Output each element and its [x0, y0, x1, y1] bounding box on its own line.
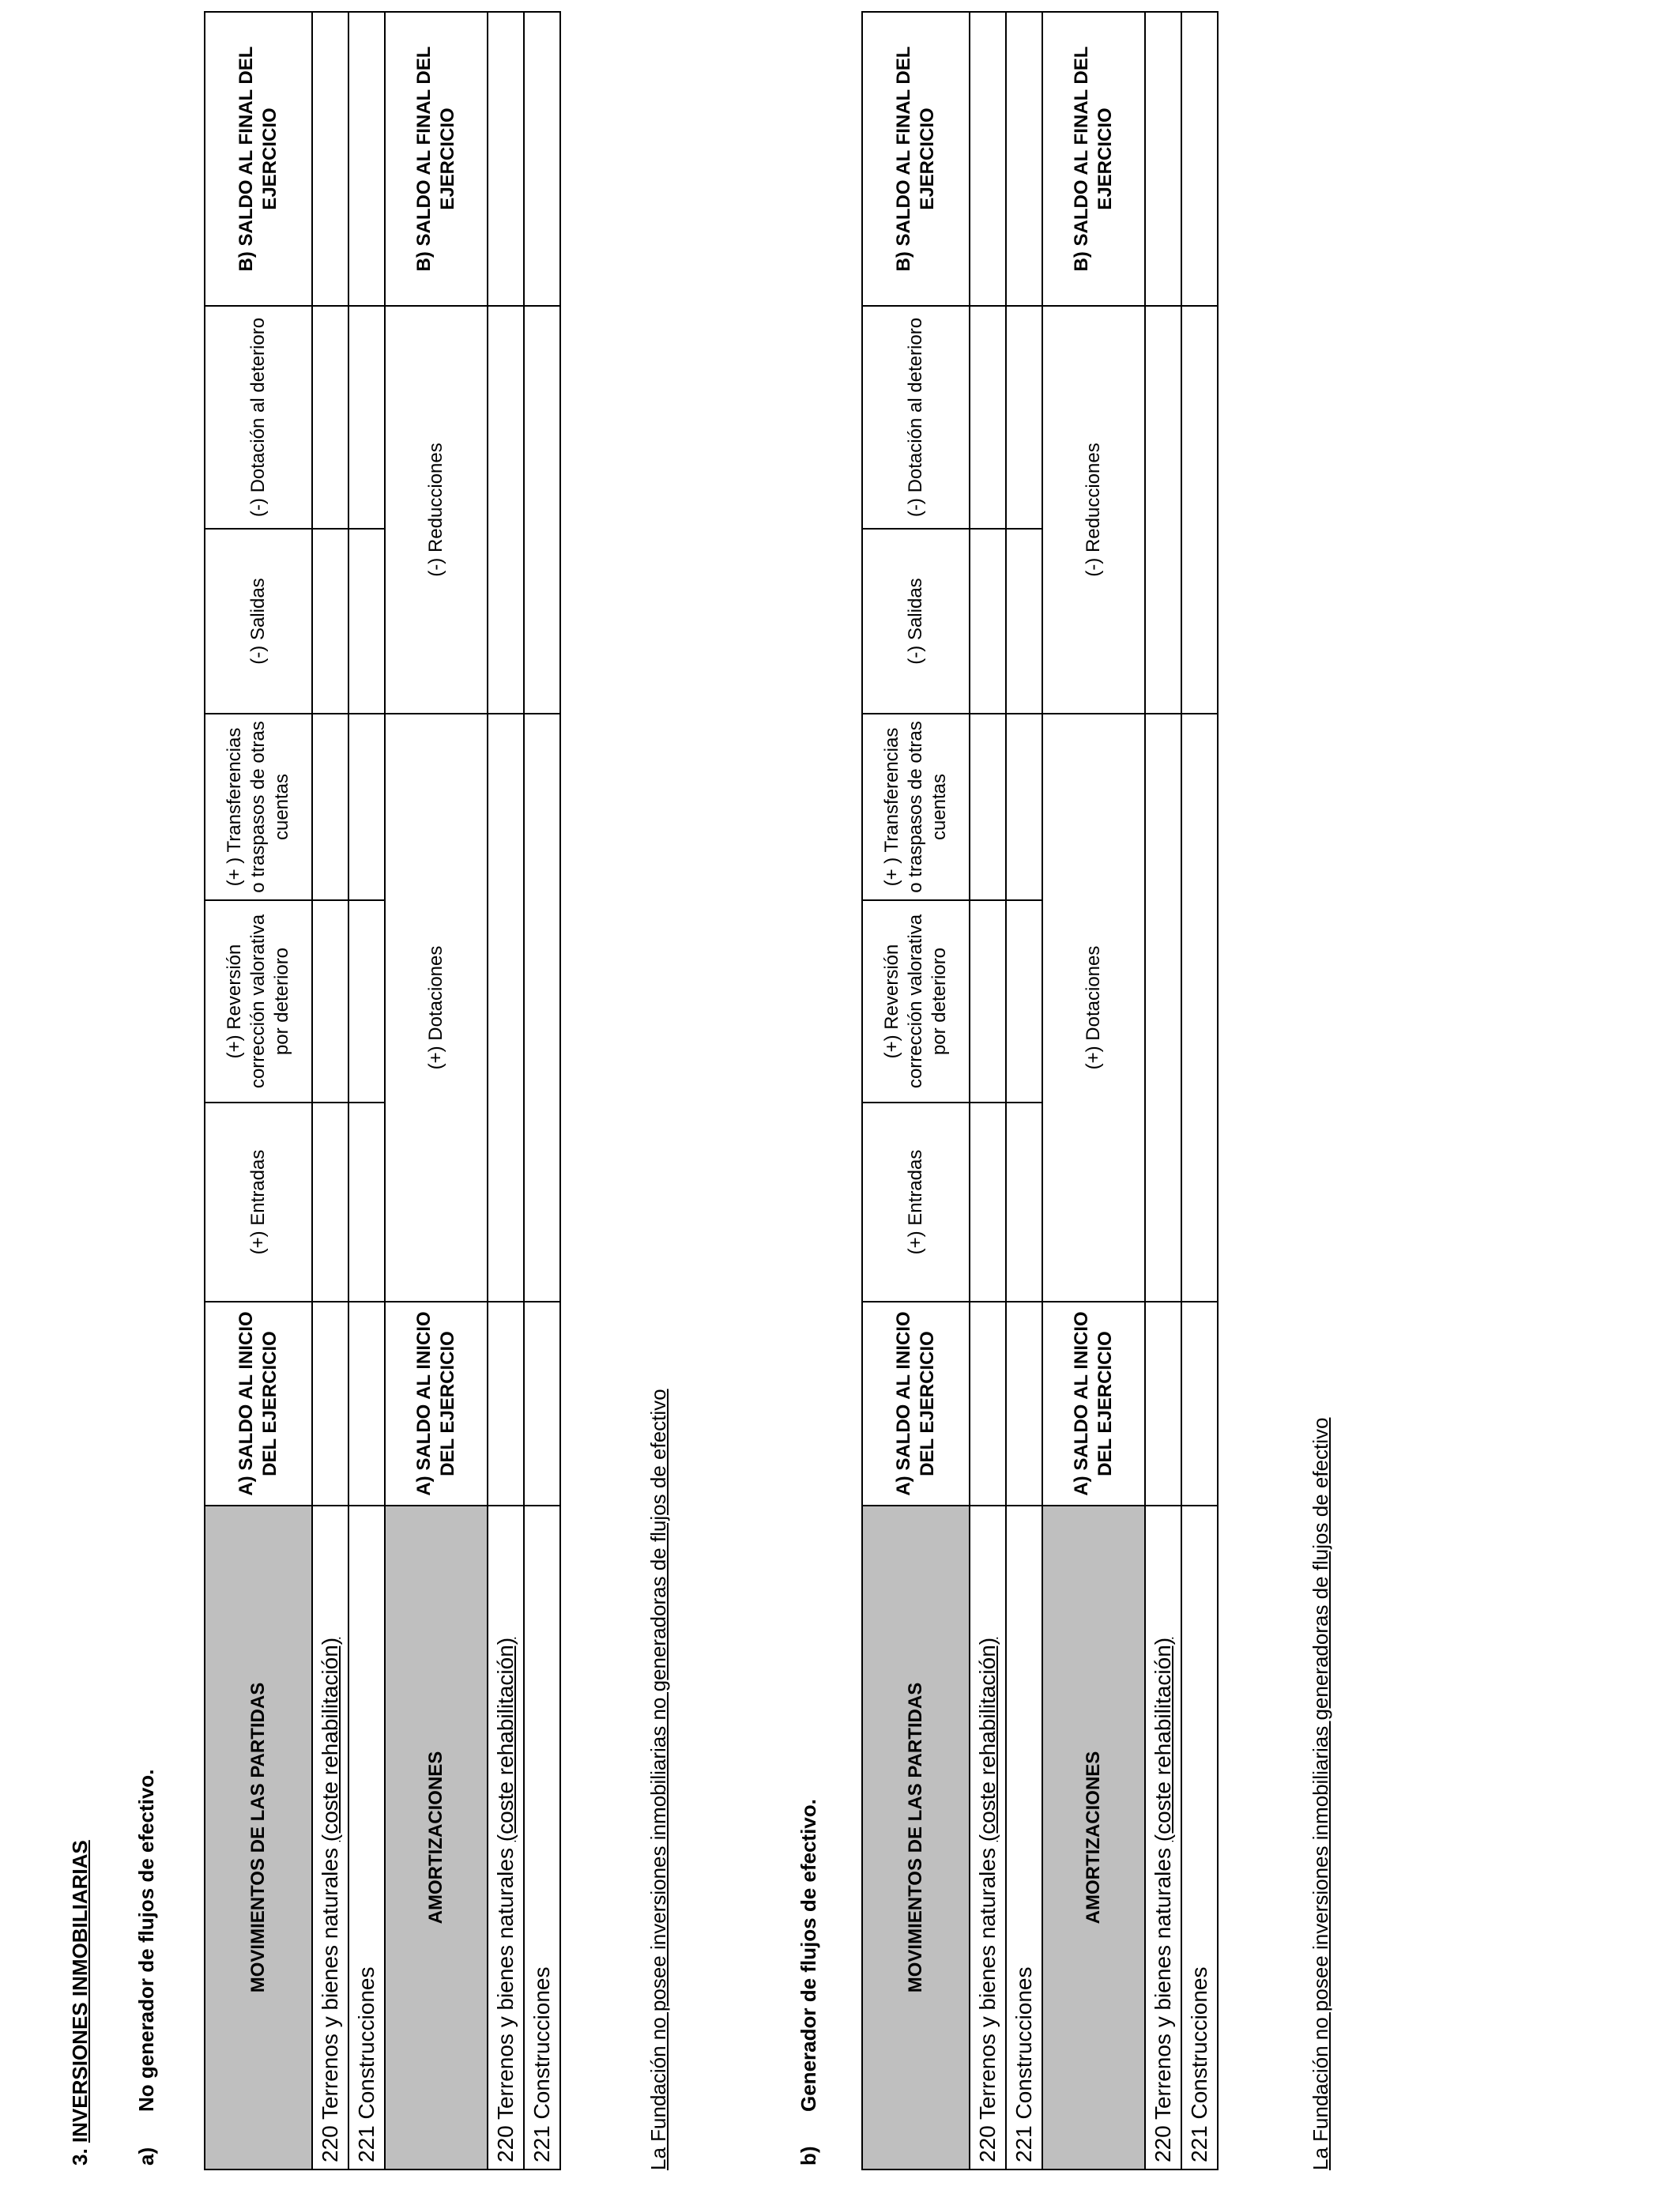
- subsection-marker: a): [134, 2147, 158, 2166]
- amortization-header-row: [1042, 12, 1145, 2169]
- header-amortizaciones: AMORTIZACIONES: [1042, 1506, 1145, 2169]
- header-saldo-final: B) SALDO AL FINAL DEL EJERCICIO: [385, 12, 488, 306]
- header-salidas: (-) Salidas: [862, 529, 970, 714]
- header-reversion: (+) Reversión corrección valorativa por deterioro: [862, 900, 970, 1103]
- table-row: [970, 12, 1006, 2169]
- section-title: INVERSIONES INMOBILIARIAS: [68, 1840, 92, 2143]
- row-label-text: 221 Construcciones: [353, 1966, 379, 2162]
- value-cell: [1181, 714, 1218, 1302]
- header-saldo-final: B) SALDO AL FINAL DEL EJERCICIO: [862, 12, 970, 306]
- note-b: La Fundación no posee inversiones inmobiliarias generadoras de flujos de efectivo: [1309, 1417, 1332, 2170]
- header-salidas: (-) Salidas: [205, 529, 312, 714]
- value-cell: [970, 529, 1006, 714]
- row-label-qualifier: (coste rehabilitación): [1150, 1637, 1175, 1842]
- table-a-grid: [204, 13, 566, 2170]
- value-cell: [970, 900, 1006, 1103]
- header-dotaciones: (+) Dotaciones: [1042, 714, 1145, 1302]
- value-cell: [1006, 900, 1042, 1103]
- table-row: [1006, 12, 1042, 2169]
- header-saldo-final: B) SALDO AL FINAL DEL EJERCICIO: [1042, 12, 1145, 306]
- row-label-text: 220 Terrenos y bienes naturales: [1150, 1842, 1175, 2162]
- subsection-marker: b): [797, 2146, 820, 2166]
- header-saldo-final: B) SALDO AL FINAL DEL EJERCICIO: [205, 12, 312, 306]
- subsection-b-heading: [797, 1799, 821, 2166]
- value-cell: [1145, 306, 1181, 714]
- row-label: [1145, 1506, 1181, 2169]
- header-transferencias: (+ ) Transferencias o traspasos de otras cuentas: [205, 714, 312, 900]
- row-label-qualifier: (coste rehabilitación): [317, 1637, 342, 1842]
- value-cell: [1181, 12, 1218, 306]
- value-cell: [1006, 1103, 1042, 1302]
- header-movimientos: MOVIMIENTOS DE LAS PARTIDAS: [862, 1506, 970, 2169]
- table-header-row: [862, 12, 970, 2169]
- value-cell: [970, 306, 1006, 529]
- header-dotaciones: (+) Dotaciones: [385, 714, 488, 1302]
- row-label: [1006, 1506, 1042, 2169]
- header-dotacion-deterioro: (-) Dotación al deterioro: [205, 306, 312, 529]
- header-saldo-inicio: A) SALDO AL INICIO DEL EJERCICIO: [385, 1302, 488, 1506]
- value-cell: [1181, 306, 1218, 714]
- value-cell: [1006, 529, 1042, 714]
- subsection-title: No generador de flujos de efectivo.: [134, 1769, 158, 2112]
- value-cell: [1181, 1302, 1218, 1506]
- value-cell: [1006, 12, 1042, 306]
- table-row: [1181, 12, 1218, 2169]
- row-label-text: 220 Terrenos y bienes naturales: [492, 1842, 518, 2162]
- value-cell: [970, 714, 1006, 900]
- header-saldo-inicio: A) SALDO AL INICIO DEL EJERCICIO: [205, 1302, 312, 1506]
- value-cell: [1006, 1302, 1042, 1506]
- value-cell: [1145, 12, 1181, 306]
- header-transferencias: (+ ) Transferencias o traspasos de otras cuentas: [862, 714, 970, 900]
- value-cell: [1006, 714, 1042, 900]
- header-movimientos: MOVIMIENTOS DE LAS PARTIDAS: [205, 1506, 312, 2169]
- row-label: [970, 1506, 1006, 2169]
- movements-table-b: [861, 11, 1219, 2170]
- subsection-title: Generador de flujos de efectivo.: [797, 1799, 820, 2112]
- section-number: 3.: [68, 2148, 92, 2166]
- value-cell: [1006, 306, 1042, 529]
- table-row: [1145, 12, 1181, 2169]
- value-cell: [970, 1103, 1006, 1302]
- value-cell: [970, 12, 1006, 306]
- value-cell: [1145, 1302, 1181, 1506]
- header-reducciones: (-) Reducciones: [1042, 306, 1145, 714]
- row-label: [1181, 1506, 1218, 2169]
- subsection-a-heading: [134, 1770, 159, 2166]
- row-label-text: 220 Terrenos y bienes naturales: [974, 1842, 1000, 2162]
- header-reversion: (+) Reversión corrección valorativa por deterioro: [205, 900, 312, 1103]
- header-saldo-inicio: A) SALDO AL INICIO DEL EJERCICIO: [862, 1302, 970, 1506]
- section-heading: [68, 1840, 92, 2166]
- row-label-text: 221 Construcciones: [1186, 1966, 1211, 2162]
- header-reducciones: (-) Reducciones: [385, 306, 488, 714]
- value-cell: [970, 1302, 1006, 1506]
- header-saldo-inicio: A) SALDO AL INICIO DEL EJERCICIO: [1042, 1302, 1145, 1506]
- row-label-text: 220 Terrenos y bienes naturales: [317, 1842, 342, 2162]
- header-amortizaciones: AMORTIZACIONES: [385, 1506, 488, 2169]
- row-label-qualifier: (coste rehabilitación): [974, 1637, 1000, 1842]
- row-label-qualifier: (coste rehabilitación): [492, 1637, 518, 1842]
- header-dotacion-deterioro: (-) Dotación al deterioro: [862, 306, 970, 529]
- header-entradas: (+) Entradas: [862, 1103, 970, 1302]
- row-label-text: 221 Construcciones: [1011, 1966, 1036, 2162]
- value-cell: [1145, 714, 1181, 1302]
- header-entradas: (+) Entradas: [205, 1103, 312, 1302]
- row-label-text: 221 Construcciones: [529, 1966, 554, 2162]
- note-a: La Fundación no posee inversiones inmobiliarias no generadoras de flujos de efectivo: [646, 1389, 670, 2170]
